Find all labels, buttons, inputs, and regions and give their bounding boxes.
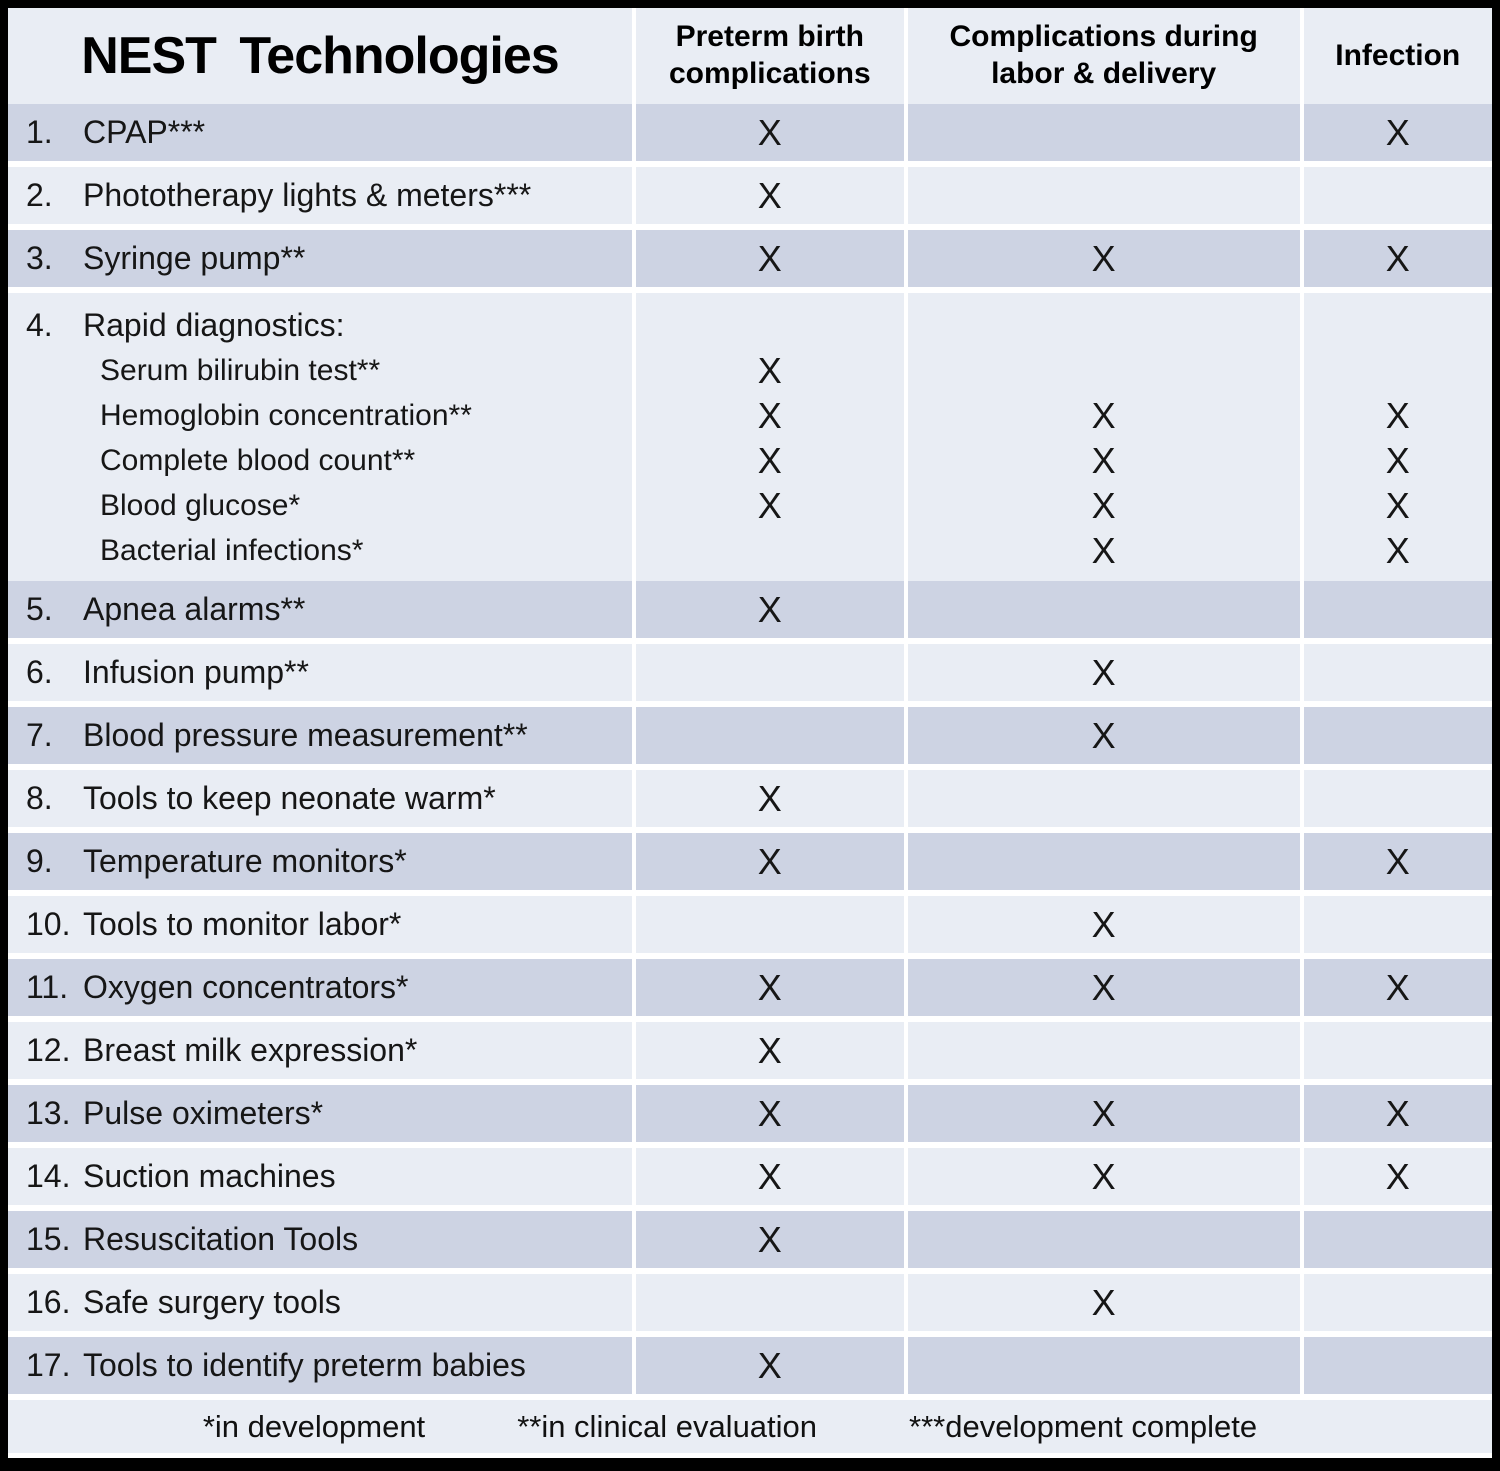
empty-mark: [908, 770, 1300, 827]
x-mark: X: [1304, 1085, 1492, 1142]
column-header-labor-delivery: Complications during labor & delivery: [908, 8, 1300, 104]
technology-cell: [8, 1085, 632, 1142]
legend-development-complete: ***development complete: [909, 1408, 1258, 1444]
table-row: [8, 1274, 1492, 1331]
row-label: Infusion pump**: [83, 654, 309, 690]
row-label: Tools to keep neonate warm*: [83, 780, 496, 816]
x-mark: X: [757, 394, 782, 436]
x-mark: X: [636, 1211, 904, 1268]
row-label: Rapid diagnostics:: [83, 307, 345, 343]
row-label: Breast milk expression*: [83, 1032, 418, 1068]
empty-mark: [1304, 581, 1492, 638]
row-number: 7.: [26, 717, 53, 753]
technology-cell: [8, 293, 632, 585]
table-row: [8, 896, 1492, 953]
subrow-label: Hemoglobin concentration**: [100, 398, 472, 432]
mark-spacer: [636, 303, 904, 348]
x-mark: X: [636, 1148, 904, 1205]
empty-mark: [1304, 1211, 1492, 1268]
empty-mark: [908, 1337, 1300, 1394]
row-number: 13.: [26, 1095, 71, 1131]
technology-line: [8, 1022, 632, 1079]
x-mark: X: [636, 104, 904, 161]
x-mark: X: [1304, 1148, 1492, 1205]
empty-mark: [1304, 707, 1492, 764]
row-number: 9.: [26, 843, 53, 879]
table-row: [8, 770, 1492, 827]
empty-mark: [636, 707, 904, 764]
technology-cell: [8, 644, 632, 701]
technology-cell: [8, 959, 632, 1016]
x-mark: X: [908, 1085, 1300, 1142]
empty-mark: [1304, 1022, 1492, 1079]
header-row: [8, 8, 1492, 104]
row-label: Syringe pump**: [83, 240, 306, 276]
table-body: [8, 104, 1492, 1394]
technology-line: [8, 644, 632, 701]
row-number: 17.: [26, 1347, 71, 1383]
x-mark: X: [757, 484, 782, 526]
empty-mark: [1304, 896, 1492, 953]
x-mark: X: [1304, 230, 1492, 287]
technology-line: [8, 896, 632, 953]
row-number: 8.: [26, 780, 53, 816]
table-row: [8, 1085, 1492, 1142]
x-mark: X: [636, 1337, 904, 1394]
row-number: 14.: [26, 1158, 71, 1194]
empty-mark: [636, 528, 904, 573]
mark-cell: [908, 293, 1300, 585]
x-mark: X: [908, 644, 1300, 701]
empty-mark: [636, 644, 904, 701]
empty-mark: [908, 581, 1300, 638]
row-label: Temperature monitors*: [83, 843, 407, 879]
technology-cell: [8, 1148, 632, 1205]
mark-cell: [636, 293, 904, 585]
x-mark: X: [636, 770, 904, 827]
table-row: [8, 959, 1492, 1016]
x-mark: X: [908, 1148, 1300, 1205]
technology-line: [8, 770, 632, 827]
row-label: Blood pressure measurement**: [83, 717, 528, 753]
row-number: 12.: [26, 1032, 71, 1068]
technology-line: [8, 1148, 632, 1205]
row-number: 6.: [26, 654, 53, 690]
table-row: [8, 707, 1492, 764]
technology-line: [8, 1085, 632, 1142]
technology-cell: [8, 770, 632, 827]
row-number: 1.: [26, 114, 53, 150]
empty-mark: [1304, 1274, 1492, 1331]
empty-mark: [636, 896, 904, 953]
x-mark: X: [1091, 394, 1116, 436]
x-mark: X: [1304, 833, 1492, 890]
x-mark: X: [1091, 439, 1116, 481]
empty-mark: [908, 1211, 1300, 1268]
technology-line: [8, 1337, 632, 1394]
x-mark: X: [636, 1022, 904, 1079]
technology-cell: [8, 1022, 632, 1079]
x-mark: X: [636, 230, 904, 287]
technology-line: [8, 1211, 632, 1268]
table-row: [8, 293, 1492, 575]
table-row: [8, 644, 1492, 701]
technology-cell: [8, 230, 632, 287]
table-row: [8, 1022, 1492, 1079]
legend-clinical-evaluation: **in clinical evaluation: [517, 1408, 818, 1444]
empty-mark: [636, 1274, 904, 1331]
row-number: 5.: [26, 591, 53, 627]
empty-mark: [1304, 348, 1492, 393]
x-mark: X: [1385, 484, 1410, 526]
row-label: Apnea alarms**: [83, 591, 306, 627]
technology-cell: [8, 707, 632, 764]
empty-mark: [908, 833, 1300, 890]
x-mark: X: [908, 1274, 1300, 1331]
technology-matrix-table: [8, 8, 1492, 1458]
technology-line: [8, 104, 632, 161]
table-row: [8, 1211, 1492, 1268]
x-mark: X: [1385, 394, 1410, 436]
row-label: Tools to identify preterm babies: [83, 1347, 526, 1383]
technology-line: [8, 581, 632, 638]
technology-cell: [8, 896, 632, 953]
row-label: Resuscitation Tools: [83, 1221, 359, 1257]
row-number: 16.: [26, 1284, 71, 1320]
technology-cell: [8, 833, 632, 890]
empty-mark: [908, 1022, 1300, 1079]
technology-cell: [8, 1274, 632, 1331]
row-number: 15.: [26, 1221, 71, 1257]
row-number: 10.: [26, 906, 71, 942]
empty-mark: [1304, 167, 1492, 224]
empty-mark: [1304, 770, 1492, 827]
x-mark: X: [1304, 959, 1492, 1016]
legend-row: [8, 1400, 1492, 1453]
x-mark: X: [1091, 529, 1116, 571]
technology-line: [8, 707, 632, 764]
row-number: 4.: [26, 307, 53, 343]
technology-line: [8, 167, 632, 224]
x-mark: X: [1304, 104, 1492, 161]
x-mark: X: [636, 167, 904, 224]
subrow-label: Complete blood count**: [100, 443, 416, 477]
x-mark: X: [1385, 529, 1410, 571]
table-row: [8, 104, 1492, 161]
table-row: [8, 167, 1492, 224]
x-mark: X: [908, 230, 1300, 287]
empty-mark: [1304, 644, 1492, 701]
x-mark: X: [1385, 439, 1410, 481]
technology-cell: [8, 104, 632, 161]
table-row: [8, 1337, 1492, 1394]
row-number: 2.: [26, 177, 53, 213]
empty-mark: [908, 167, 1300, 224]
x-mark: X: [636, 833, 904, 890]
table-row: [8, 230, 1492, 287]
row-label: Pulse oximeters*: [83, 1095, 324, 1131]
table-title: NEST Technologies: [8, 8, 632, 104]
subrow-label: Bacterial infections*: [100, 533, 364, 567]
column-header-preterm-birth: Preterm birth complications: [636, 8, 904, 104]
column-header-infection: Infection: [1304, 8, 1492, 104]
row-label: Tools to monitor labor*: [83, 906, 402, 942]
row-label: Oxygen concentrators*: [83, 969, 409, 1005]
subrow-label: Blood glucose*: [100, 488, 301, 522]
technology-cell: [8, 1211, 632, 1268]
technology-line: [8, 833, 632, 890]
technology-cell: [8, 1337, 632, 1394]
x-mark: X: [757, 439, 782, 481]
technology-line: [8, 1274, 632, 1331]
x-mark: X: [1091, 484, 1116, 526]
x-mark: X: [908, 896, 1300, 953]
legend-in-development: *in development: [202, 1408, 426, 1444]
empty-mark: [908, 104, 1300, 161]
row-label: Suction machines: [83, 1158, 336, 1194]
mark-cell: [1304, 293, 1492, 585]
x-mark: X: [908, 707, 1300, 764]
x-mark: X: [636, 581, 904, 638]
mark-spacer: [1304, 303, 1492, 348]
technology-cell: [8, 167, 632, 224]
mark-spacer: [908, 303, 1300, 348]
table-row: [8, 581, 1492, 638]
subrow-label: Serum bilirubin test**: [100, 353, 381, 387]
technology-line: [8, 959, 632, 1016]
row-label: Safe surgery tools: [83, 1284, 341, 1320]
empty-mark: [1304, 1337, 1492, 1394]
x-mark: X: [636, 1085, 904, 1142]
row-label: Phototherapy lights & meters***: [83, 177, 532, 213]
empty-mark: [908, 348, 1300, 393]
x-mark: X: [636, 959, 904, 1016]
table-row: [8, 1148, 1492, 1205]
technology-cell: [8, 581, 632, 638]
row-label: CPAP***: [83, 114, 206, 150]
technology-line: [8, 230, 632, 287]
x-mark: X: [908, 959, 1300, 1016]
row-number: 3.: [26, 240, 53, 276]
x-mark: X: [757, 349, 782, 391]
table-row: [8, 833, 1492, 890]
row-number: 11.: [26, 969, 69, 1005]
technology-line: [8, 303, 632, 348]
